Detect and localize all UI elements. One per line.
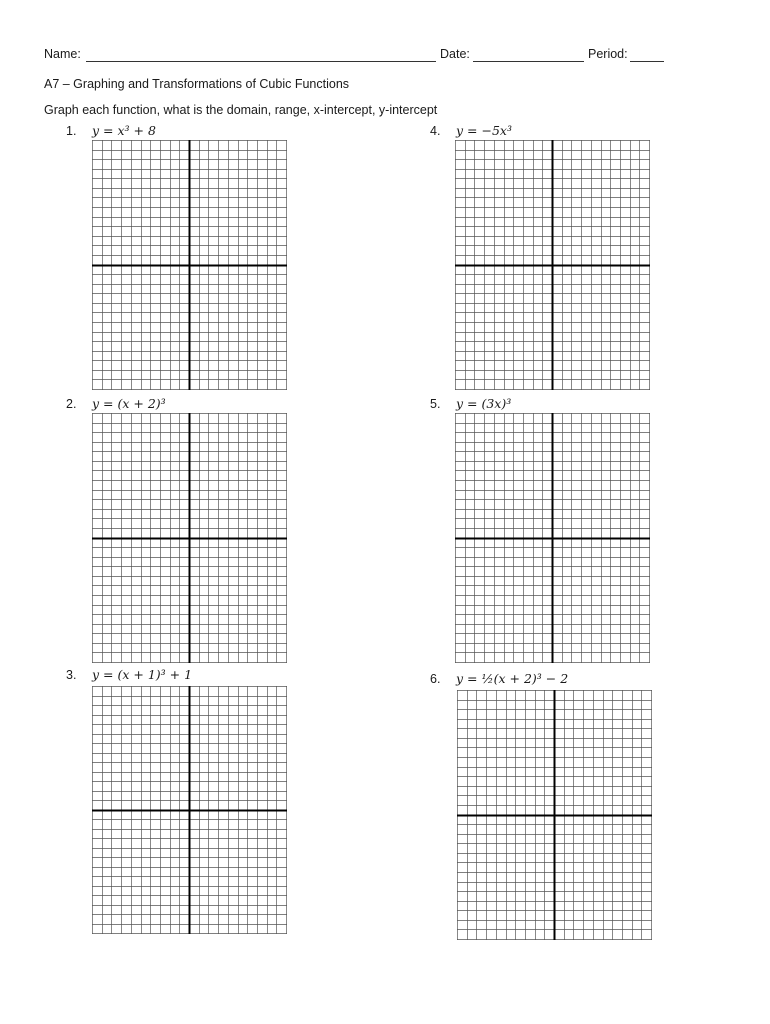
problem-2-label (66, 396, 166, 411)
problem-equation: y = (x + 1)³ + 1 (92, 667, 193, 682)
instructions: Graph each function, what is the domain, range, x-intercept, y-intercept (44, 103, 438, 117)
name-label: Name: (44, 47, 81, 61)
date-label: Date: (440, 47, 470, 61)
graph-grid-4[interactable] (455, 140, 650, 390)
problem-number: 6. (430, 672, 441, 686)
period-field[interactable] (630, 61, 664, 62)
graph-grid-2[interactable] (92, 413, 287, 663)
period-label: Period: (588, 47, 628, 61)
problem-1-label (66, 123, 156, 138)
problem-equation: y = −5x³ (456, 123, 512, 138)
problem-equation: y = (x + 2)³ (92, 396, 166, 411)
date-field[interactable] (473, 61, 584, 62)
graph-grid-3[interactable] (92, 686, 287, 934)
problem-6-label (430, 671, 568, 686)
problem-equation: y = ½(x + 2)³ − 2 (456, 671, 569, 686)
graph-grid-5[interactable] (455, 413, 650, 663)
problem-number: 5. (430, 397, 441, 411)
problem-3-label (66, 667, 192, 682)
problem-4-label (430, 123, 512, 138)
problem-equation: y = x³ + 8 (92, 123, 156, 138)
graph-grid-6[interactable] (457, 690, 652, 940)
problem-number: 4. (430, 124, 441, 138)
problem-5-label (430, 396, 511, 411)
name-field[interactable] (86, 61, 436, 62)
problem-number: 3. (66, 668, 77, 682)
problem-number: 1. (66, 124, 77, 138)
problem-number: 2. (66, 397, 77, 411)
graph-grid-1[interactable] (92, 140, 287, 390)
worksheet-title: A7 – Graphing and Transformations of Cubic Functions (44, 77, 350, 91)
worksheet-header (0, 47, 770, 67)
problem-equation: y = (3x)³ (456, 396, 512, 411)
